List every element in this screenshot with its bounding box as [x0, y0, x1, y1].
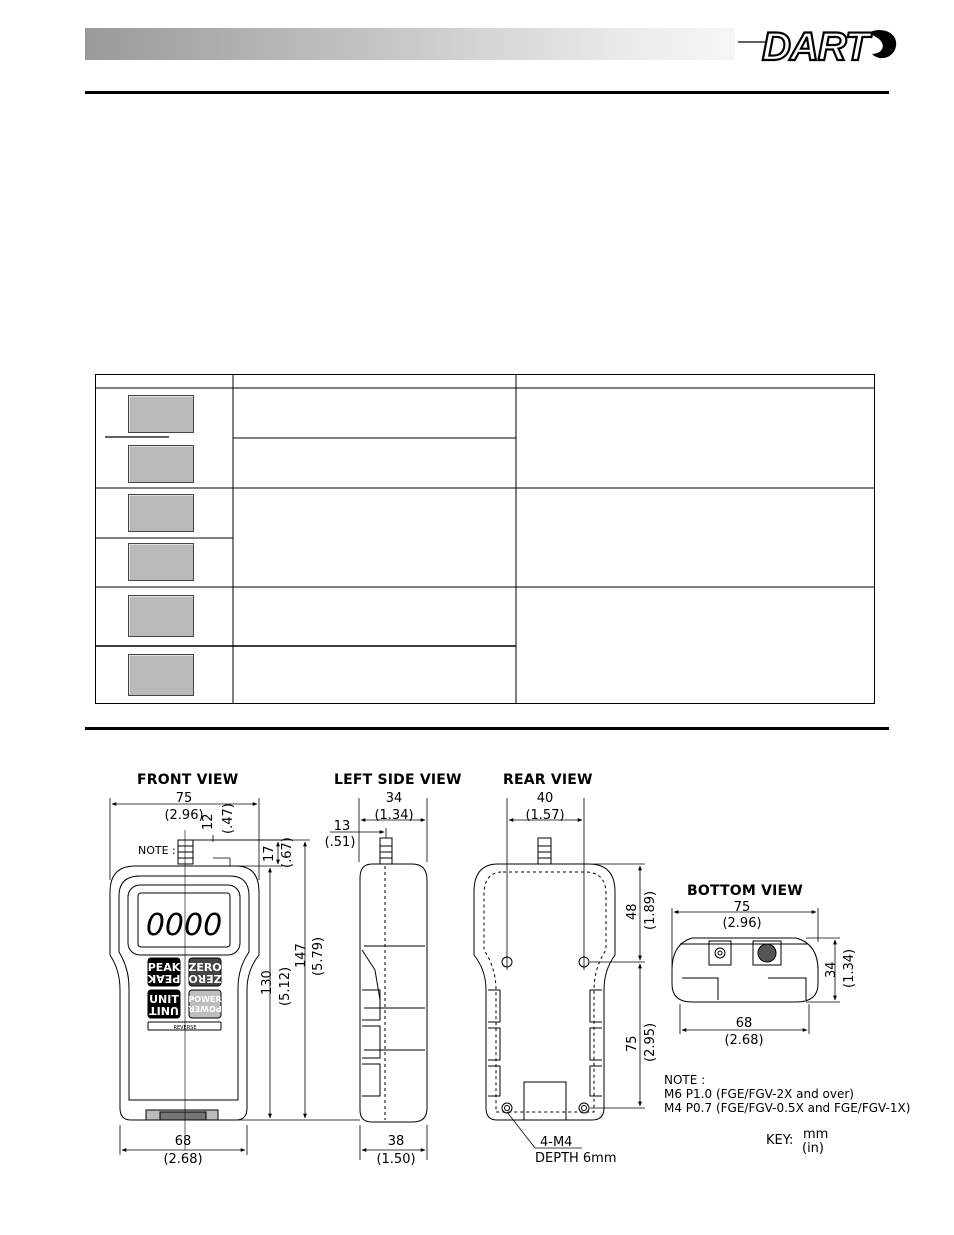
front-shaft-in: (.47) — [221, 803, 236, 834]
bottom-width-mm: 75 — [733, 900, 751, 915]
note-title: NOTE : — [664, 1073, 706, 1087]
left-view-title: LEFT SIDE VIEW — [334, 772, 462, 788]
peak-button-label: PEAK — [147, 961, 181, 974]
left-width-in: (1.34) — [374, 808, 414, 823]
front-overall-mm: 147 — [294, 943, 309, 968]
left-width-mm: 34 — [385, 791, 403, 806]
note-line-1: M6 P1.0 (FGE/FGV-2X and over) — [664, 1087, 854, 1101]
reverse-label: REVERSE — [173, 1025, 197, 1031]
front-view-drawing — [110, 830, 259, 1150]
front-top-mm: 17 — [262, 845, 277, 862]
key-unit-in: (in) — [802, 1141, 824, 1156]
rear-hole-in: (1.57) — [525, 808, 565, 823]
left-depth-mm: 38 — [387, 1134, 405, 1149]
zero-button-label-inverted: ZERO — [188, 972, 222, 985]
power-button-label-inverted: POWER — [188, 1004, 222, 1013]
front-view-title: FRONT VIEW — [137, 772, 239, 788]
rear-hole-mm: 40 — [536, 791, 554, 806]
zero-button-label: ZERO — [188, 961, 222, 974]
rear-view-drawing — [474, 838, 615, 1120]
rear-view-title: REAR VIEW — [503, 772, 593, 788]
bottom-base-mm: 68 — [735, 1016, 753, 1031]
rear-upper-in: (1.89) — [643, 890, 658, 930]
front-top-in: (.67) — [280, 837, 295, 868]
front-shaft-mm: 12 — [201, 813, 216, 830]
front-width-mm: 75 — [175, 791, 193, 806]
unit-button-label-inverted: UNIT — [149, 1004, 179, 1017]
rear-lower-mm: 75 — [625, 1035, 640, 1052]
rear-upper-mm: 48 — [625, 903, 640, 920]
front-note-label: NOTE : — [138, 844, 176, 857]
left-depth-in: (1.50) — [376, 1152, 416, 1167]
peak-button-label-inverted: PEAK — [147, 972, 181, 985]
power-button-label: POWER — [188, 995, 222, 1004]
bottom-view-title: BOTTOM VIEW — [687, 883, 803, 899]
note-line-2: M4 P0.7 (FGE/FGV-0.5X and FGE/FGV-1X) — [664, 1101, 911, 1115]
bottom-width-in: (2.96) — [722, 916, 762, 931]
key-label: KEY: — [766, 1133, 794, 1148]
front-body-in: (5.12) — [278, 966, 293, 1006]
front-base-in: (2.68) — [163, 1152, 203, 1167]
rear-thread-label: 4-M4 — [540, 1135, 573, 1150]
left-view-drawing — [360, 838, 427, 1122]
svg-text:DART: DART — [762, 25, 869, 69]
unit-button-label: UNIT — [149, 993, 179, 1006]
rear-lower-in: (2.95) — [643, 1022, 658, 1062]
front-width-in: (2.96) — [164, 808, 204, 823]
bottom-view-drawing — [672, 938, 818, 1002]
key-unit-mm: mm — [803, 1127, 829, 1142]
front-overall-in: (5.79) — [311, 936, 326, 976]
bottom-base-in: (2.68) — [724, 1033, 764, 1048]
front-body-mm: 130 — [260, 970, 275, 995]
left-offset-mm: 13 — [333, 819, 351, 834]
bottom-height-in: (1.34) — [842, 948, 857, 988]
rear-depth-label: DEPTH 6mm — [535, 1151, 617, 1166]
front-base-mm: 68 — [174, 1134, 192, 1149]
display-readout: 0000 — [145, 908, 223, 943]
bottom-height-mm: 34 — [824, 961, 839, 978]
left-offset-in: (.51) — [324, 835, 356, 850]
